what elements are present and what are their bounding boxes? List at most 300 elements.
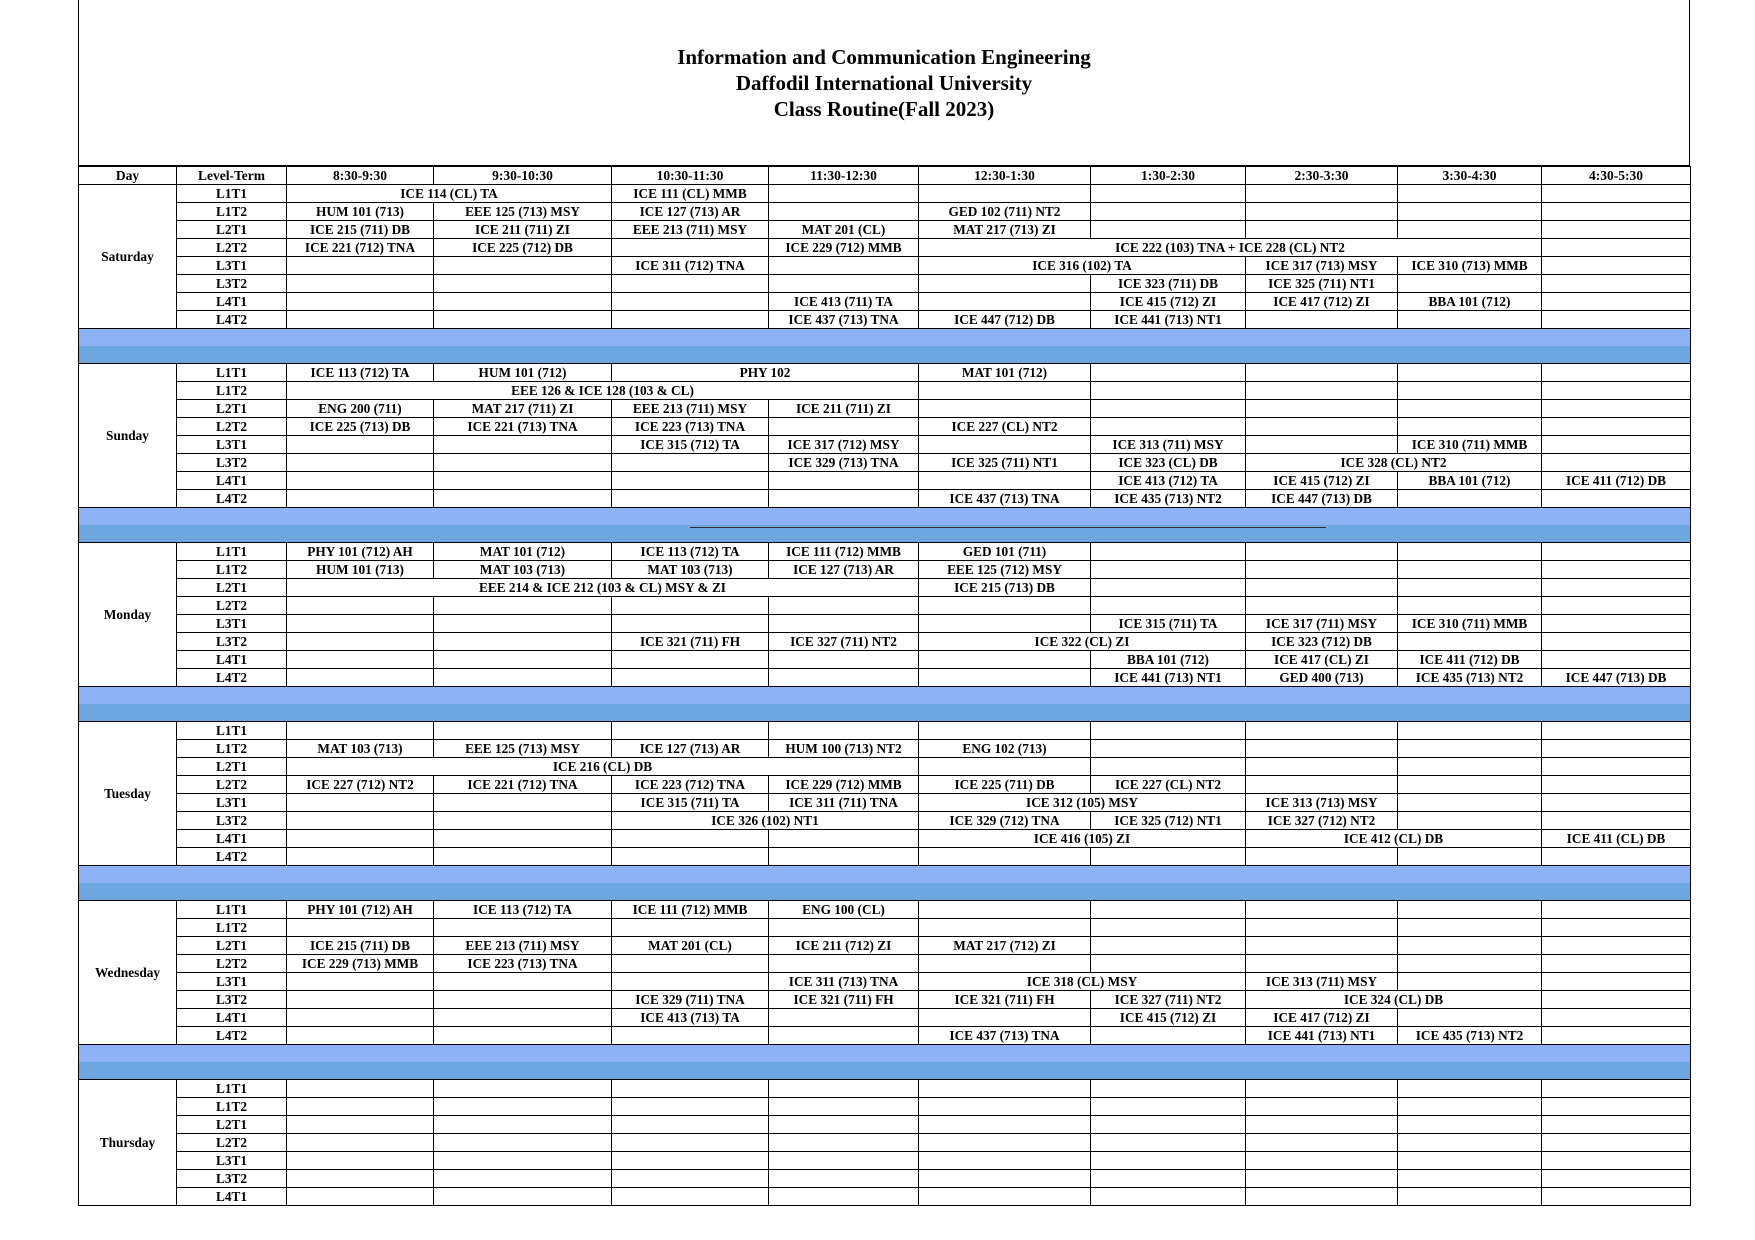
class-cell	[1091, 722, 1246, 740]
table-row	[79, 937, 1691, 955]
class-cell	[434, 1188, 612, 1206]
class-cell: ICE 211 (711) ZI	[434, 221, 612, 239]
class-cell	[1398, 561, 1542, 579]
class-cell: ICE 325 (711) NT1	[1246, 275, 1398, 293]
class-cell	[919, 1080, 1091, 1098]
class-cell: EEE 126 & ICE 128 (103 & CL)	[287, 382, 919, 400]
table-row	[79, 955, 1691, 973]
day-label: Tuesday	[79, 722, 177, 866]
class-cell	[1398, 1152, 1542, 1170]
table-row	[79, 991, 1691, 1009]
level-term-cell: L4T2	[177, 669, 287, 687]
day-separator	[79, 866, 1691, 884]
table-row	[79, 1116, 1691, 1134]
class-cell	[919, 400, 1091, 418]
class-cell: HUM 101 (713)	[287, 561, 434, 579]
class-cell	[1398, 1098, 1542, 1116]
table-row	[79, 794, 1691, 812]
class-cell: EEE 125 (713) MSY	[434, 740, 612, 758]
class-cell: ICE 113 (712) TA	[287, 364, 434, 382]
class-cell: ICE 313 (711) MSY	[1246, 973, 1398, 991]
day-separator	[79, 883, 1691, 901]
table-row	[79, 221, 1691, 239]
table-row	[79, 848, 1691, 866]
class-cell: ICE 111 (CL) MMB	[612, 185, 769, 203]
class-cell	[1398, 758, 1542, 776]
class-cell: ICE 413 (712) TA	[1091, 472, 1246, 490]
class-cell	[434, 597, 612, 615]
class-cell	[1542, 364, 1691, 382]
class-cell	[434, 311, 612, 329]
class-cell	[919, 185, 1091, 203]
class-cell	[1542, 794, 1691, 812]
class-cell	[287, 1098, 434, 1116]
day-separator	[79, 346, 1691, 364]
table-row	[79, 185, 1691, 203]
class-cell	[919, 1134, 1091, 1152]
class-cell	[1398, 776, 1542, 794]
class-cell	[434, 722, 612, 740]
table-row	[79, 472, 1691, 490]
class-cell	[769, 185, 919, 203]
table-row	[79, 400, 1691, 418]
class-cell	[1246, 1080, 1398, 1098]
class-cell	[612, 1027, 769, 1045]
class-cell	[1091, 597, 1246, 615]
class-cell	[1398, 364, 1542, 382]
class-cell	[1542, 937, 1691, 955]
level-term-cell: L2T1	[177, 1116, 287, 1134]
class-cell: ICE 415 (712) ZI	[1091, 293, 1246, 311]
class-cell	[434, 436, 612, 454]
class-cell: ICE 411 (CL) DB	[1542, 830, 1691, 848]
table-row	[79, 919, 1691, 937]
class-cell	[1542, 1098, 1691, 1116]
class-cell	[287, 436, 434, 454]
class-cell	[1246, 776, 1398, 794]
class-cell	[1542, 239, 1691, 257]
class-cell	[612, 293, 769, 311]
class-cell	[287, 991, 434, 1009]
table-row	[79, 454, 1691, 472]
day-separator	[79, 329, 1691, 347]
class-cell: ICE 317 (713) MSY	[1246, 257, 1398, 275]
table-row	[79, 651, 1691, 669]
class-cell	[919, 615, 1091, 633]
class-cell	[1398, 597, 1542, 615]
level-term-cell: L3T1	[177, 257, 287, 275]
day-separator	[79, 508, 1691, 526]
table-row	[79, 1009, 1691, 1027]
class-cell	[919, 955, 1091, 973]
col-header-slot-3: 10:30-11:30	[612, 167, 769, 185]
class-cell: ICE 415 (712) ZI	[1246, 472, 1398, 490]
class-cell	[612, 1170, 769, 1188]
level-term-cell: L2T1	[177, 937, 287, 955]
class-cell	[1398, 722, 1542, 740]
class-cell	[1398, 919, 1542, 937]
class-cell: ICE 417 (712) ZI	[1246, 1009, 1398, 1027]
class-cell	[919, 275, 1091, 293]
class-cell: MAT 201 (CL)	[769, 221, 919, 239]
class-cell	[769, 203, 919, 221]
table-row	[79, 203, 1691, 221]
class-cell	[919, 597, 1091, 615]
level-term-cell: L4T1	[177, 472, 287, 490]
class-cell	[612, 651, 769, 669]
class-cell	[287, 1027, 434, 1045]
level-term-cell: L4T1	[177, 651, 287, 669]
class-cell: ICE 412 (CL) DB	[1246, 830, 1542, 848]
col-header-slot-7: 2:30-3:30	[1246, 167, 1398, 185]
class-cell	[1246, 400, 1398, 418]
class-cell: ICE 311 (711) TNA	[769, 794, 919, 812]
level-term-cell: L2T2	[177, 955, 287, 973]
class-cell	[919, 758, 1091, 776]
class-cell	[1542, 454, 1691, 472]
class-cell: ICE 229 (712) MMB	[769, 239, 919, 257]
class-cell	[1246, 919, 1398, 937]
class-cell: ICE 223 (713) TNA	[612, 418, 769, 436]
class-cell	[769, 955, 919, 973]
class-cell: ICE 447 (713) DB	[1246, 490, 1398, 508]
class-cell	[1091, 937, 1246, 955]
class-cell: ICE 310 (713) MMB	[1398, 257, 1542, 275]
class-cell: GED 400 (713)	[1246, 669, 1398, 687]
class-cell: GED 101 (711)	[919, 543, 1091, 561]
table-row	[79, 490, 1691, 508]
class-cell: EEE 125 (713) MSY	[434, 203, 612, 221]
class-cell: ICE 221 (712) TNA	[287, 239, 434, 257]
class-cell	[1398, 382, 1542, 400]
class-cell	[612, 1152, 769, 1170]
class-cell: ICE 310 (711) MMB	[1398, 615, 1542, 633]
class-cell: EEE 125 (712) MSY	[919, 561, 1091, 579]
class-cell	[612, 1188, 769, 1206]
class-cell	[1398, 740, 1542, 758]
class-cell	[1246, 203, 1398, 221]
table-row	[79, 901, 1691, 919]
class-cell	[1398, 1116, 1542, 1134]
class-cell	[1398, 848, 1542, 866]
class-cell: ICE 229 (712) MMB	[769, 776, 919, 794]
class-cell	[434, 794, 612, 812]
class-cell: ICE 329 (712) TNA	[919, 812, 1091, 830]
class-cell: EEE 213 (711) MSY	[612, 400, 769, 418]
class-cell	[434, 1098, 612, 1116]
col-header-slot-9: 4:30-5:30	[1542, 167, 1691, 185]
class-cell: MAT 217 (711) ZI	[434, 400, 612, 418]
class-cell: ENG 102 (713)	[919, 740, 1091, 758]
table-row	[79, 293, 1691, 311]
class-cell	[287, 597, 434, 615]
day-separator	[79, 687, 1691, 705]
class-cell: PHY 101 (712) AH	[287, 543, 434, 561]
class-cell	[434, 454, 612, 472]
class-cell	[612, 669, 769, 687]
level-term-cell: L4T2	[177, 490, 287, 508]
table-row	[79, 364, 1691, 382]
class-cell: ICE 417 (712) ZI	[1246, 293, 1398, 311]
col-header-slot-5: 12:30-1:30	[919, 167, 1091, 185]
class-cell: ICE 316 (102) TA	[919, 257, 1246, 275]
table-row	[79, 722, 1691, 740]
class-cell: ICE 227 (712) NT2	[287, 776, 434, 794]
class-cell	[1398, 579, 1542, 597]
class-cell	[1091, 955, 1246, 973]
level-term-cell: L4T1	[177, 1188, 287, 1206]
level-term-cell: L3T2	[177, 275, 287, 293]
level-term-cell: L4T1	[177, 1009, 287, 1027]
class-cell: BBA 101 (712)	[1398, 472, 1542, 490]
class-cell	[434, 1170, 612, 1188]
class-cell	[287, 919, 434, 937]
class-cell	[769, 1098, 919, 1116]
class-cell	[1542, 633, 1691, 651]
class-cell: MAT 217 (713) ZI	[919, 221, 1091, 239]
class-cell: MAT 103 (713)	[287, 740, 434, 758]
table-row	[79, 633, 1691, 651]
class-cell	[1091, 1027, 1246, 1045]
class-cell	[287, 651, 434, 669]
class-cell	[1398, 221, 1542, 239]
class-cell	[769, 1134, 919, 1152]
class-cell	[1398, 1009, 1542, 1027]
header-row	[79, 167, 1691, 185]
table-row	[79, 1027, 1691, 1045]
class-cell	[1246, 758, 1398, 776]
class-cell	[1246, 1098, 1398, 1116]
class-cell	[1542, 1027, 1691, 1045]
day-separator	[79, 1062, 1691, 1080]
level-term-cell: L3T2	[177, 991, 287, 1009]
class-cell: ICE 313 (711) MSY	[1091, 436, 1246, 454]
class-cell: ICE 221 (712) TNA	[434, 776, 612, 794]
class-cell	[1246, 597, 1398, 615]
table-row	[79, 561, 1691, 579]
level-term-cell: L3T2	[177, 454, 287, 472]
class-cell	[1398, 794, 1542, 812]
class-cell	[612, 722, 769, 740]
class-cell	[1542, 973, 1691, 991]
class-cell	[1246, 937, 1398, 955]
class-cell	[1542, 651, 1691, 669]
separator-band	[79, 508, 1691, 526]
class-cell	[287, 830, 434, 848]
class-cell	[612, 1080, 769, 1098]
class-cell	[1091, 382, 1246, 400]
table-row	[79, 830, 1691, 848]
class-cell: ICE 441 (713) NT1	[1091, 311, 1246, 329]
class-cell: ICE 225 (713) DB	[287, 418, 434, 436]
level-term-cell: L1T1	[177, 364, 287, 382]
class-cell: HUM 101 (713)	[287, 203, 434, 221]
class-cell: MAT 103 (713)	[612, 561, 769, 579]
class-cell	[1542, 203, 1691, 221]
class-cell: EEE 214 & ICE 212 (103 & CL) MSY & ZI	[287, 579, 919, 597]
class-cell: ENG 200 (711)	[287, 400, 434, 418]
level-term-cell: L1T2	[177, 203, 287, 221]
class-cell	[1398, 490, 1542, 508]
class-cell: ICE 211 (712) ZI	[769, 937, 919, 955]
divider-line	[690, 527, 1326, 528]
class-cell	[1398, 955, 1542, 973]
class-cell: ICE 318 (CL) MSY	[919, 973, 1246, 991]
separator-band	[79, 329, 1691, 347]
class-cell	[434, 293, 612, 311]
col-header-level-term: Level-Term	[177, 167, 287, 185]
class-cell	[1246, 436, 1398, 454]
class-cell	[1542, 257, 1691, 275]
class-cell	[434, 848, 612, 866]
class-cell	[287, 293, 434, 311]
class-cell: ICE 327 (711) NT2	[1091, 991, 1246, 1009]
class-cell	[1091, 543, 1246, 561]
class-cell	[612, 615, 769, 633]
col-header-slot-1: 8:30-9:30	[287, 167, 434, 185]
class-cell: ICE 221 (713) TNA	[434, 418, 612, 436]
class-cell	[1246, 561, 1398, 579]
class-cell	[769, 669, 919, 687]
class-cell	[1542, 758, 1691, 776]
class-cell	[287, 1188, 434, 1206]
class-cell	[1091, 901, 1246, 919]
class-cell	[1091, 848, 1246, 866]
class-cell: ICE 113 (712) TA	[612, 543, 769, 561]
class-cell: EEE 213 (711) MSY	[434, 937, 612, 955]
class-cell: ICE 321 (711) FH	[612, 633, 769, 651]
table-row	[79, 257, 1691, 275]
class-cell	[769, 848, 919, 866]
class-cell: BBA 101 (712)	[1091, 651, 1246, 669]
class-cell	[287, 1152, 434, 1170]
class-cell	[612, 311, 769, 329]
level-term-cell: L4T1	[177, 830, 287, 848]
class-cell	[1542, 1080, 1691, 1098]
class-cell: ICE 435 (713) NT2	[1398, 669, 1542, 687]
class-cell: ICE 223 (713) TNA	[434, 955, 612, 973]
class-cell: EEE 213 (711) MSY	[612, 221, 769, 239]
class-cell	[1091, 1098, 1246, 1116]
class-cell: ICE 317 (711) MSY	[1246, 615, 1398, 633]
class-cell: ICE 315 (711) TA	[612, 794, 769, 812]
class-cell	[1542, 400, 1691, 418]
level-term-cell: L2T1	[177, 758, 287, 776]
class-cell: HUM 101 (712)	[434, 364, 612, 382]
class-cell	[287, 1170, 434, 1188]
table-row	[79, 1152, 1691, 1170]
level-term-cell: L3T1	[177, 973, 287, 991]
table-row	[79, 973, 1691, 991]
table-row	[79, 758, 1691, 776]
class-cell	[434, 812, 612, 830]
class-cell: ICE 323 (711) DB	[1091, 275, 1246, 293]
class-cell: ICE 324 (CL) DB	[1246, 991, 1542, 1009]
class-cell	[919, 1116, 1091, 1134]
class-cell	[1398, 543, 1542, 561]
table-row	[79, 1170, 1691, 1188]
level-term-cell: L2T2	[177, 597, 287, 615]
level-term-cell: L1T1	[177, 722, 287, 740]
class-cell	[919, 1098, 1091, 1116]
separator-band	[79, 346, 1691, 364]
class-cell	[1246, 722, 1398, 740]
level-term-cell: L1T1	[177, 901, 287, 919]
class-cell: ICE 215 (713) DB	[919, 579, 1091, 597]
class-cell	[287, 490, 434, 508]
col-header-slot-6: 1:30-2:30	[1091, 167, 1246, 185]
class-cell: ICE 215 (711) DB	[287, 221, 434, 239]
class-cell	[1398, 973, 1542, 991]
class-cell: ICE 411 (712) DB	[1542, 472, 1691, 490]
class-cell	[1542, 615, 1691, 633]
class-cell: MAT 101 (712)	[434, 543, 612, 561]
class-cell	[612, 955, 769, 973]
class-cell	[1091, 418, 1246, 436]
class-cell: ICE 437 (713) TNA	[919, 1027, 1091, 1045]
level-term-cell: L4T1	[177, 293, 287, 311]
day-label: Sunday	[79, 364, 177, 508]
class-cell	[769, 1009, 919, 1027]
class-cell: ICE 127 (713) AR	[769, 561, 919, 579]
class-cell	[1542, 597, 1691, 615]
class-cell	[287, 1134, 434, 1152]
class-cell	[1246, 579, 1398, 597]
class-cell	[919, 848, 1091, 866]
class-cell	[769, 1170, 919, 1188]
table-row	[79, 436, 1691, 454]
class-cell	[1091, 758, 1246, 776]
class-cell	[919, 293, 1091, 311]
class-cell	[1091, 919, 1246, 937]
day-label: Wednesday	[79, 901, 177, 1045]
class-cell	[769, 1116, 919, 1134]
class-cell: GED 102 (711) NT2	[919, 203, 1091, 221]
class-cell: PHY 102	[612, 364, 919, 382]
class-cell	[612, 1134, 769, 1152]
class-cell	[769, 615, 919, 633]
class-cell	[1398, 1080, 1542, 1098]
class-cell	[1398, 1134, 1542, 1152]
class-cell	[769, 597, 919, 615]
class-cell	[919, 472, 1091, 490]
day-separator	[79, 1045, 1691, 1063]
class-cell	[1091, 1188, 1246, 1206]
class-cell	[1398, 937, 1542, 955]
class-cell	[769, 919, 919, 937]
class-cell	[1542, 185, 1691, 203]
class-cell	[1542, 991, 1691, 1009]
class-cell	[769, 722, 919, 740]
title-block	[79, 44, 1689, 122]
class-cell	[1398, 633, 1542, 651]
class-cell: ICE 411 (712) DB	[1398, 651, 1542, 669]
level-term-cell: L1T2	[177, 561, 287, 579]
class-cell	[612, 973, 769, 991]
day-label: Thursday	[79, 1080, 177, 1206]
class-cell: MAT 101 (712)	[919, 364, 1091, 382]
class-cell: ICE 327 (712) NT2	[1246, 812, 1398, 830]
class-cell	[1542, 275, 1691, 293]
class-cell	[612, 848, 769, 866]
class-cell	[1542, 221, 1691, 239]
class-cell: HUM 100 (713) NT2	[769, 740, 919, 758]
day-separator	[79, 704, 1691, 722]
class-cell	[1246, 1170, 1398, 1188]
class-cell	[919, 1170, 1091, 1188]
table-row	[79, 275, 1691, 293]
class-cell: ICE 111 (712) MMB	[612, 901, 769, 919]
